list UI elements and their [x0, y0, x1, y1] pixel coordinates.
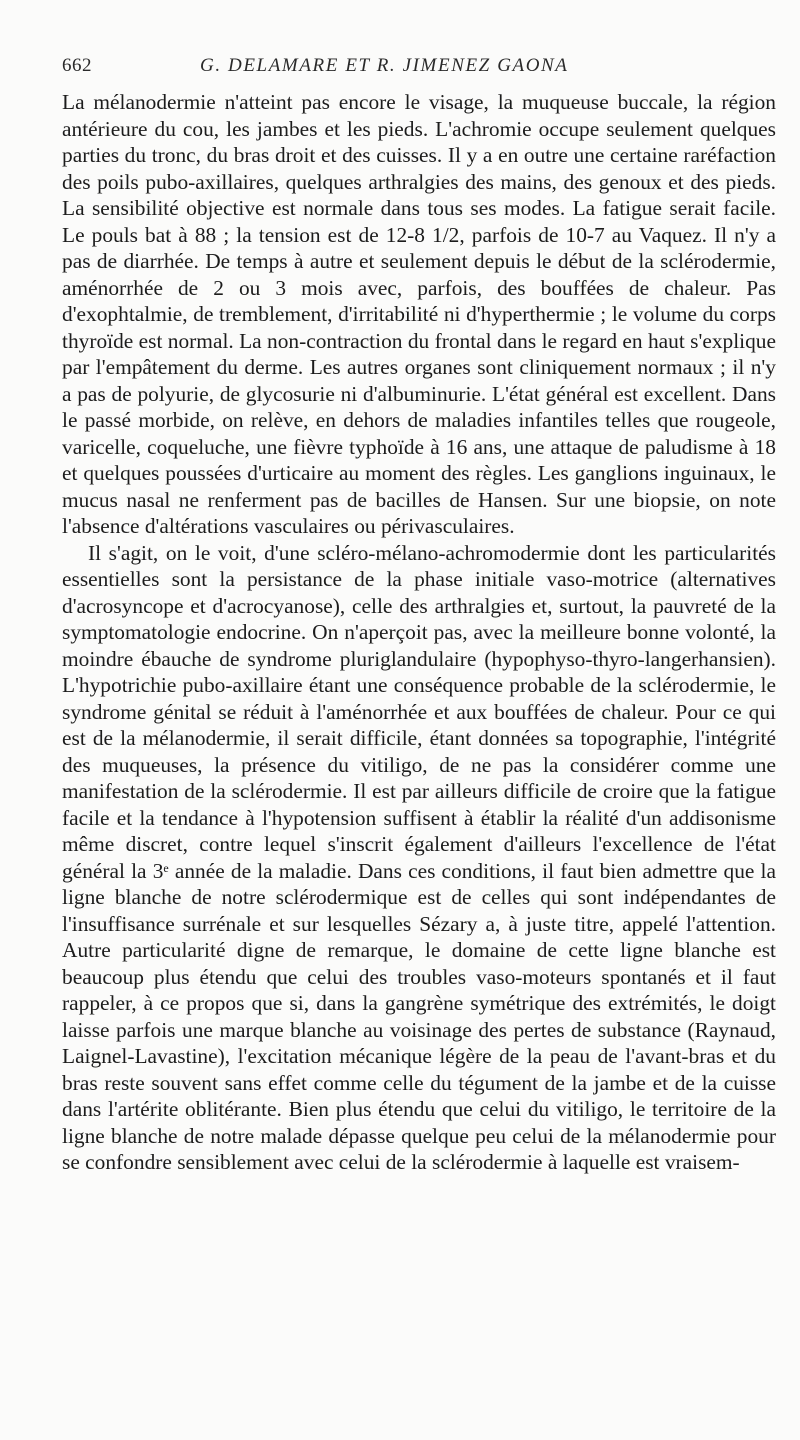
page-number: 662	[62, 55, 92, 76]
ordinal-suffix: e	[163, 860, 169, 875]
paragraph-1: La mélanodermie n'atteint pas encore le visage, la muqueuse buccale, la région antérieure du cou, les jambes et les pieds. L'achromie occupe seulement quelques parties du tronc, du bras droit et des cuisses. Il y a en outre une certaine raréfaction des poils pubo-axillaires, quelques arthralgies des mains, des genoux et des pieds. La sensibilité objective est normale dans tous ses modes. La fatigue serait facile. Le pouls bat à 88 ; la tension est de 12-8 1/2, parfois de 10-7 au Vaquez. Il n'y a pas de diarrhée. De temps à autre et seulement depuis le début de la sclérodermie, aménorrhée de 2 ou 3 mois avec, parfois, des bouffées de chaleur. Pas d'exophtalmie, de tremblement, d'irritabilité ni d'hyperthermie ; le volume du corps thyroïde est normal. La non-contraction du frontal dans le regard en haut s'explique par l'empâtement du derme. Les autres organes sont cliniquement normaux ; il n'y a pas de polyurie, de glycosurie ni d'albuminurie. L'état général est excellent. Dans le passé morbide, on relève, en dehors de maladies infantiles telles que rougeole, varicelle, coqueluche, une fièvre typhoïde à 16 ans, une attaque de paludisme à 18 et quelques poussées d'urticaire au moment des règles. Les ganglions inguinaux, le mucus nasal ne renferment pas de bacilles de Hansen. Sur une biopsie, on note l'absence d'altérations vasculaires ou périvasculaires.	[62, 90, 776, 538]
paragraph-2	[62, 540, 776, 1176]
document-page	[62, 52, 776, 1432]
paragraph-2-text: Il s'agit, on le voit, d'une scléro-mélano-achromodermie dont les particularités essentielles sont la persistance de la phase initiale vaso-motrice (alternatives d'acrosyncope et d'acrocyanose), celle des arthralgies et, surtout, la pauvreté de la symptomatologie endocrine. On n'aperçoit pas, avec la meilleure bonne volonté, la moindre ébauche de syndrome pluriglandulaire (hypophyso-thyro-langerhansien). L'hypotrichie pubo-axillaire étant une conséquence probable de la sclérodermie, le syndrome génital se réduit à l'aménorrhée et aux bouffées de chaleur. Pour ce qui est de la mélanodermie, il serait difficile, étant données sa topographie, l'intégrité des muqueuses, la présence du vitiligo, de ne pas la considérer comme une manifestation de la sclérodermie. Il est par ailleurs difficile de croire que la fatigue facile et la tendance à l'hypotension suffisent à établir la réalité d'un addisonisme même discret, contre lequel s'inscrit également d'ailleurs l'excellence de l'état général la	[62, 540, 776, 883]
running-head: G. DELAMARE ET R. JIMENEZ GAONA	[200, 55, 569, 76]
paragraph-2-tail: année de la maladie. Dans ces conditions, il faut bien admettre que la ligne blanche de notre sclérodermique est de celles qui sont indépendantes de l'insuffisance surrénale et sur lesquelles Sézary a, à juste titre, appelé l'attention. Autre particularité digne de remarque, le domaine de cette ligne blanche est beaucoup plus étendu que celui des troubles vaso-moteurs spontanés et il faut rappeler, à ce propos que si, dans la gangrène symétrique des extrémités, le doigt laisse parfois une marque blanche au voisinage des pertes de substance (Raynaud, Laignel-Lavastine), l'excitation mécanique légère de la peau de l'avant-bras et du bras reste souvent sans effet comme celle du tégument de la jambe et de la cuisse dans l'artérite oblitérante. Bien plus étendu que celui du vitiligo, le territoire de la ligne blanche de notre malade dépasse quelque peu celui de la mélanodermie pour se confondre sensiblement avec celui de la sclérodermie à laquelle est vraisem-	[62, 858, 776, 1174]
body-text	[62, 89, 776, 1176]
page-header	[62, 52, 776, 82]
ordinal-number: 3	[152, 858, 164, 883]
